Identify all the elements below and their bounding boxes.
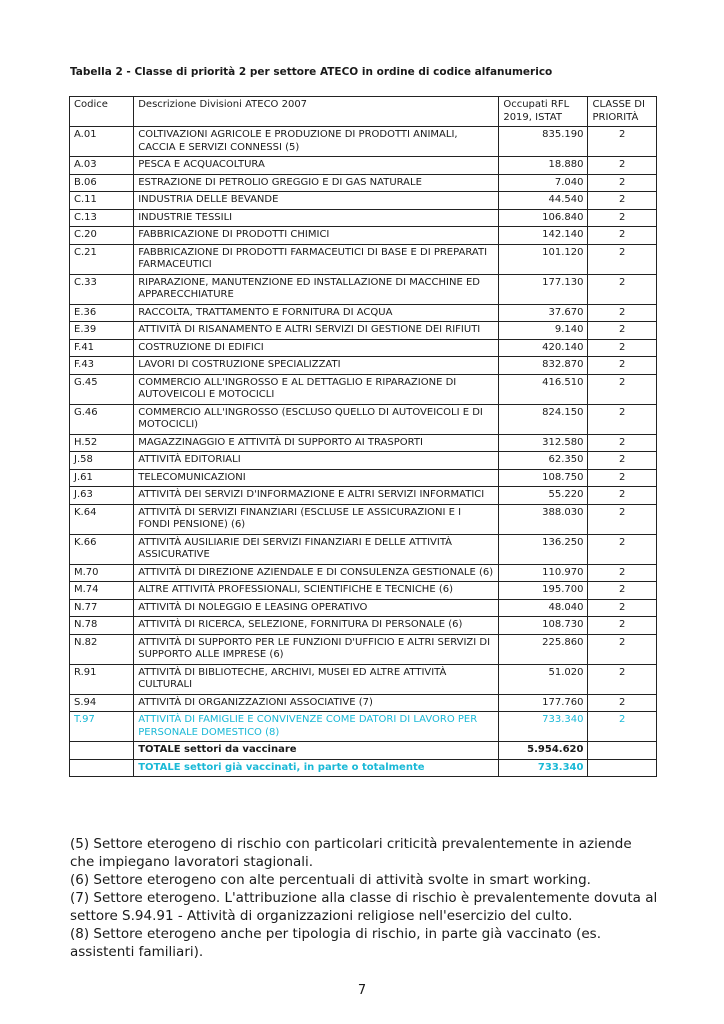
header-priority: CLASSE DI PRIORITÀ (588, 97, 657, 127)
table-row (70, 157, 657, 175)
row-description: COLTIVAZIONI AGRICOLE E PRODUZIONE DI PRODOTTI ANIMALI, CACCIA E SERVIZI CONNESSI (5) (134, 127, 499, 157)
row-employed: 108.730 (499, 617, 588, 635)
table-row (70, 582, 657, 600)
row-employed: 108.750 (499, 469, 588, 487)
row-employed: 48.040 (499, 599, 588, 617)
row-code: B.06 (70, 174, 134, 192)
row-code: M.74 (70, 582, 134, 600)
row-priority: 2 (588, 227, 657, 245)
row-description: ATTIVITÀ AUSILIARIE DEI SERVIZI FINANZIARI E DELLE ATTIVITÀ ASSICURATIVE (134, 534, 499, 564)
table-header-row (70, 97, 657, 127)
row-description: RIPARAZIONE, MANUTENZIONE ED INSTALLAZIONE DI MACCHINE ED APPARECCHIATURE (134, 274, 499, 304)
row-employed: 62.350 (499, 452, 588, 470)
total-row (70, 742, 657, 760)
row-code: F.41 (70, 339, 134, 357)
row-employed: 55.220 (499, 487, 588, 505)
row-description: MAGAZZINAGGIO E ATTIVITÀ DI SUPPORTO AI TRASPORTI (134, 434, 499, 452)
row-description: ATTIVITÀ DI RISANAMENTO E ALTRI SERVIZI DI GESTIONE DEI RIFIUTI (134, 322, 499, 340)
row-code: G.45 (70, 374, 134, 404)
row-priority: 2 (588, 664, 657, 694)
row-description: ATTIVITÀ EDITORIALI (134, 452, 499, 470)
row-code: M.70 (70, 564, 134, 582)
header-employed: Occupati RFL 2019, ISTAT (499, 97, 588, 127)
row-employed: 37.670 (499, 304, 588, 322)
row-employed: 420.140 (499, 339, 588, 357)
table-row (70, 487, 657, 505)
table-row (70, 469, 657, 487)
total-vaccinated-value: 733.340 (499, 759, 588, 777)
total-vaccinated-code-cell (70, 759, 134, 777)
table-caption: Tabella 2 - Classe di priorità 2 per settore ATECO in ordine di codice alfanumerico (70, 66, 553, 78)
row-priority: 2 (588, 617, 657, 635)
total-code-cell (70, 742, 134, 760)
row-priority: 2 (588, 487, 657, 505)
table-row (70, 564, 657, 582)
page-number: 7 (357, 983, 367, 998)
table-row (70, 339, 657, 357)
table-row (70, 174, 657, 192)
header-code: Codice (70, 97, 134, 127)
row-description: ATTIVITÀ DI DIREZIONE AZIENDALE E DI CONSULENZA GESTIONALE (6) (134, 564, 499, 582)
row-description: ATTIVITÀ DEI SERVIZI D'INFORMAZIONE E ALTRI SERVIZI INFORMATICI (134, 487, 499, 505)
row-code: K.66 (70, 534, 134, 564)
table-row (70, 712, 657, 742)
row-employed: 195.700 (499, 582, 588, 600)
row-priority: 2 (588, 304, 657, 322)
row-priority: 2 (588, 534, 657, 564)
row-employed: 177.760 (499, 694, 588, 712)
row-employed: 106.840 (499, 209, 588, 227)
row-priority: 2 (588, 274, 657, 304)
row-priority: 2 (588, 192, 657, 210)
row-employed: 225.860 (499, 634, 588, 664)
row-code: A.03 (70, 157, 134, 175)
row-code: C.13 (70, 209, 134, 227)
row-employed: 18.880 (499, 157, 588, 175)
table-row (70, 664, 657, 694)
table-row (70, 357, 657, 375)
row-employed: 136.250 (499, 534, 588, 564)
footnote-5: (5) Settore eterogeno di rischio con particolari criticità prevalentemente in aziende che impiegano lavoratori stagionali. (70, 836, 632, 870)
row-priority: 2 (588, 634, 657, 664)
row-code: N.77 (70, 599, 134, 617)
total-vaccinated-row (70, 759, 657, 777)
row-code: N.82 (70, 634, 134, 664)
row-employed: 824.150 (499, 404, 588, 434)
total-label: TOTALE settori da vaccinare (134, 742, 499, 760)
table-body (70, 127, 657, 742)
row-description: ATTIVITÀ DI RICERCA, SELEZIONE, FORNITURA DI PERSONALE (6) (134, 617, 499, 635)
table-row (70, 244, 657, 274)
row-code: A.01 (70, 127, 134, 157)
total-value: 5.954.620 (499, 742, 588, 760)
row-code: E.39 (70, 322, 134, 340)
table-row (70, 617, 657, 635)
row-employed: 733.340 (499, 712, 588, 742)
row-priority: 2 (588, 244, 657, 274)
row-description: INDUSTRIA DELLE BEVANDE (134, 192, 499, 210)
table-row (70, 534, 657, 564)
table-row (70, 504, 657, 534)
row-code: J.63 (70, 487, 134, 505)
row-priority: 2 (588, 174, 657, 192)
row-description: ATTIVITÀ DI BIBLIOTECHE, ARCHIVI, MUSEI ED ALTRE ATTIVITÀ CULTURALI (134, 664, 499, 694)
table-row (70, 209, 657, 227)
table-row (70, 694, 657, 712)
row-code: C.20 (70, 227, 134, 245)
row-employed: 7.040 (499, 174, 588, 192)
row-code: J.58 (70, 452, 134, 470)
table-row (70, 634, 657, 664)
row-employed: 177.130 (499, 274, 588, 304)
row-priority: 2 (588, 434, 657, 452)
row-priority: 2 (588, 694, 657, 712)
row-priority: 2 (588, 374, 657, 404)
row-code: R.91 (70, 664, 134, 694)
row-code: G.46 (70, 404, 134, 434)
row-description: ESTRAZIONE DI PETROLIO GREGGIO E DI GAS NATURALE (134, 174, 499, 192)
row-employed: 51.020 (499, 664, 588, 694)
table-row (70, 192, 657, 210)
row-priority: 2 (588, 469, 657, 487)
row-code: H.52 (70, 434, 134, 452)
row-employed: 142.140 (499, 227, 588, 245)
row-description: FABBRICAZIONE DI PRODOTTI CHIMICI (134, 227, 499, 245)
row-code: F.43 (70, 357, 134, 375)
row-description: RACCOLTA, TRATTAMENTO E FORNITURA DI ACQUA (134, 304, 499, 322)
row-employed: 312.580 (499, 434, 588, 452)
row-description: ATTIVITÀ DI ORGANIZZAZIONI ASSOCIATIVE (7) (134, 694, 499, 712)
row-priority: 2 (588, 127, 657, 157)
row-priority: 2 (588, 322, 657, 340)
row-description: ATTIVITÀ DI SUPPORTO PER LE FUNZIONI D'UFFICIO E ALTRI SERVIZI DI SUPPORTO ALLE IMPRESE (6) (134, 634, 499, 664)
row-employed: 110.970 (499, 564, 588, 582)
row-priority: 2 (588, 452, 657, 470)
row-description: COMMERCIO ALL'INGROSSO (ESCLUSO QUELLO DI AUTOVEICOLI E DI MOTOCICLI) (134, 404, 499, 434)
row-employed: 388.030 (499, 504, 588, 534)
header-description: Descrizione Divisioni ATECO 2007 (134, 97, 499, 127)
footnote-6: (6) Settore eterogeno con alte percentuali di attività svolte in smart working. (70, 872, 591, 888)
row-code: C.21 (70, 244, 134, 274)
table-row (70, 452, 657, 470)
row-priority: 2 (588, 712, 657, 742)
row-description: ALTRE ATTIVITÀ PROFESSIONALI, SCIENTIFICHE E TECNICHE (6) (134, 582, 499, 600)
row-code: J.61 (70, 469, 134, 487)
table-row (70, 599, 657, 617)
row-priority: 2 (588, 357, 657, 375)
row-employed: 44.540 (499, 192, 588, 210)
footnote-8: (8) Settore eterogeno anche per tipologia di rischio, in parte già vaccinato (es. assistenti familiari). (70, 926, 601, 960)
table-row (70, 127, 657, 157)
row-employed: 416.510 (499, 374, 588, 404)
row-priority: 2 (588, 504, 657, 534)
row-code: K.64 (70, 504, 134, 534)
row-priority: 2 (588, 339, 657, 357)
footnotes (70, 835, 660, 961)
row-employed: 832.870 (499, 357, 588, 375)
row-priority: 2 (588, 404, 657, 434)
row-description: PESCA E ACQUACOLTURA (134, 157, 499, 175)
table-row (70, 304, 657, 322)
row-description: TELECOMUNICAZIONI (134, 469, 499, 487)
total-vaccinated-priority-cell (588, 759, 657, 777)
row-priority: 2 (588, 209, 657, 227)
row-employed: 835.190 (499, 127, 588, 157)
footnote-7: (7) Settore eterogeno. L'attribuzione alla classe di rischio è prevalentemente dovuta al settore S.94.91 - Attività di organizzazioni religiose nell'esercizio del culto. (70, 890, 658, 924)
total-priority-cell (588, 742, 657, 760)
row-priority: 2 (588, 582, 657, 600)
row-code: C.11 (70, 192, 134, 210)
table-row (70, 322, 657, 340)
table-row (70, 227, 657, 245)
row-description: ATTIVITÀ DI NOLEGGIO E LEASING OPERATIVO (134, 599, 499, 617)
row-priority: 2 (588, 564, 657, 582)
row-description: FABBRICAZIONE DI PRODOTTI FARMACEUTICI DI BASE E DI PREPARATI FARMACEUTICI (134, 244, 499, 274)
row-code: N.78 (70, 617, 134, 635)
row-description: COSTRUZIONE DI EDIFICI (134, 339, 499, 357)
row-description: LAVORI DI COSTRUZIONE SPECIALIZZATI (134, 357, 499, 375)
row-employed: 9.140 (499, 322, 588, 340)
row-description: COMMERCIO ALL'INGROSSO E AL DETTAGLIO E RIPARAZIONE DI AUTOVEICOLI E MOTOCICLI (134, 374, 499, 404)
row-code: S.94 (70, 694, 134, 712)
row-description: ATTIVITÀ DI FAMIGLIE E CONVIVENZE COME DATORI DI LAVORO PER PERSONALE DOMESTICO (8) (134, 712, 499, 742)
table-row (70, 434, 657, 452)
table-row (70, 404, 657, 434)
row-code: T.97 (70, 712, 134, 742)
row-code: E.36 (70, 304, 134, 322)
row-priority: 2 (588, 599, 657, 617)
total-vaccinated-label: TOTALE settori già vaccinati, in parte o totalmente (134, 759, 499, 777)
table-row (70, 274, 657, 304)
row-description: INDUSTRIE TESSILI (134, 209, 499, 227)
row-description: ATTIVITÀ DI SERVIZI FINANZIARI (ESCLUSE LE ASSICURAZIONI E I FONDI PENSIONE) (6) (134, 504, 499, 534)
row-code: C.33 (70, 274, 134, 304)
ateco-priority-table (69, 96, 657, 777)
row-employed: 101.120 (499, 244, 588, 274)
row-priority: 2 (588, 157, 657, 175)
table-row (70, 374, 657, 404)
